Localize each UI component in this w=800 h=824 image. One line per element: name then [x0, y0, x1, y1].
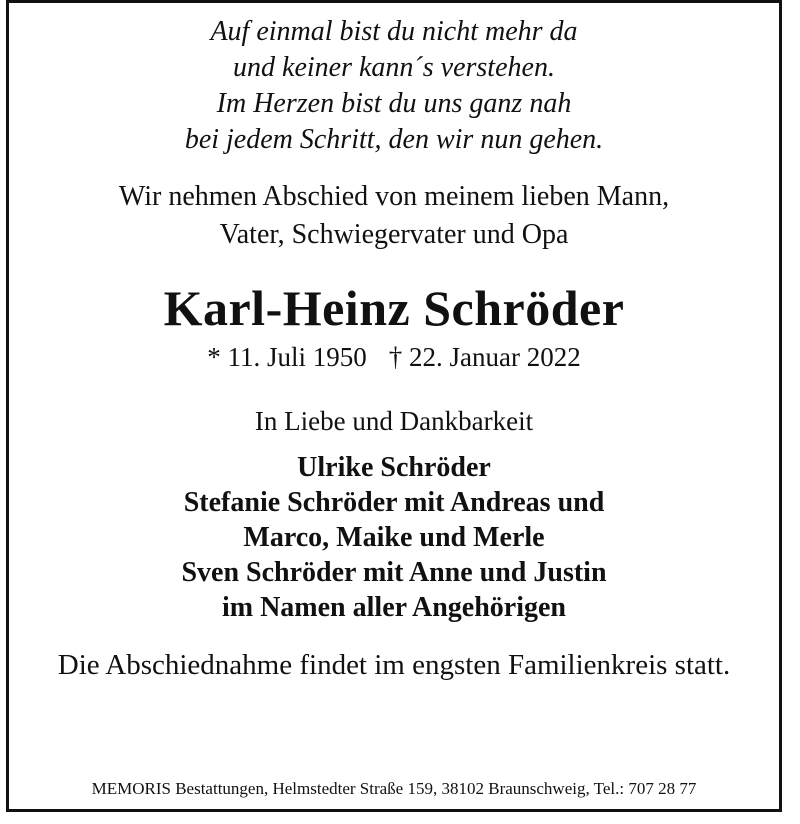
intro-line-1: Wir nehmen Abschied von meinem lieben Mann,: [118, 181, 670, 212]
deceased-name: Karl-Heinz Schröder: [163, 280, 625, 336]
birth-date: * 11. Juli 1950: [207, 342, 367, 372]
poem: [6, 14, 782, 158]
farewell-intro: [6, 178, 782, 254]
mourner-line: Stefanie Schröder mit Andreas und: [183, 487, 605, 518]
mourners-list: [6, 450, 782, 625]
mourner-line: Ulrike Schröder: [297, 452, 491, 483]
poem-line: und keiner kann´s verstehen.: [233, 52, 555, 83]
intro-line-2: Vater, Schwiegervater und Opa: [219, 219, 569, 250]
mourner-line: im Namen aller Angehörigen: [221, 592, 566, 623]
gratitude-line: In Liebe und Dankbarkeit: [254, 406, 534, 436]
obituary-content: [6, 0, 782, 798]
poem-line: Auf einmal bist du nicht mehr da: [210, 16, 578, 47]
farewell-notice: Die Abschiednahme findet im engsten Familienkreis statt.: [57, 649, 731, 681]
funeral-home-footer: MEMORIS Bestattungen, Helmstedter Straße 159, 38102 Braunschweig, Tel.: 707 28 77: [91, 779, 697, 798]
death-date: † 22. Januar 2022: [388, 342, 581, 372]
poem-line: bei jedem Schritt, den wir nun gehen.: [184, 124, 604, 155]
poem-line: Im Herzen bist du uns ganz nah: [216, 88, 572, 119]
mourner-line: Marco, Maike und Merle: [243, 522, 545, 553]
life-dates: [6, 340, 782, 374]
mourner-line: Sven Schröder mit Anne und Justin: [181, 557, 607, 588]
